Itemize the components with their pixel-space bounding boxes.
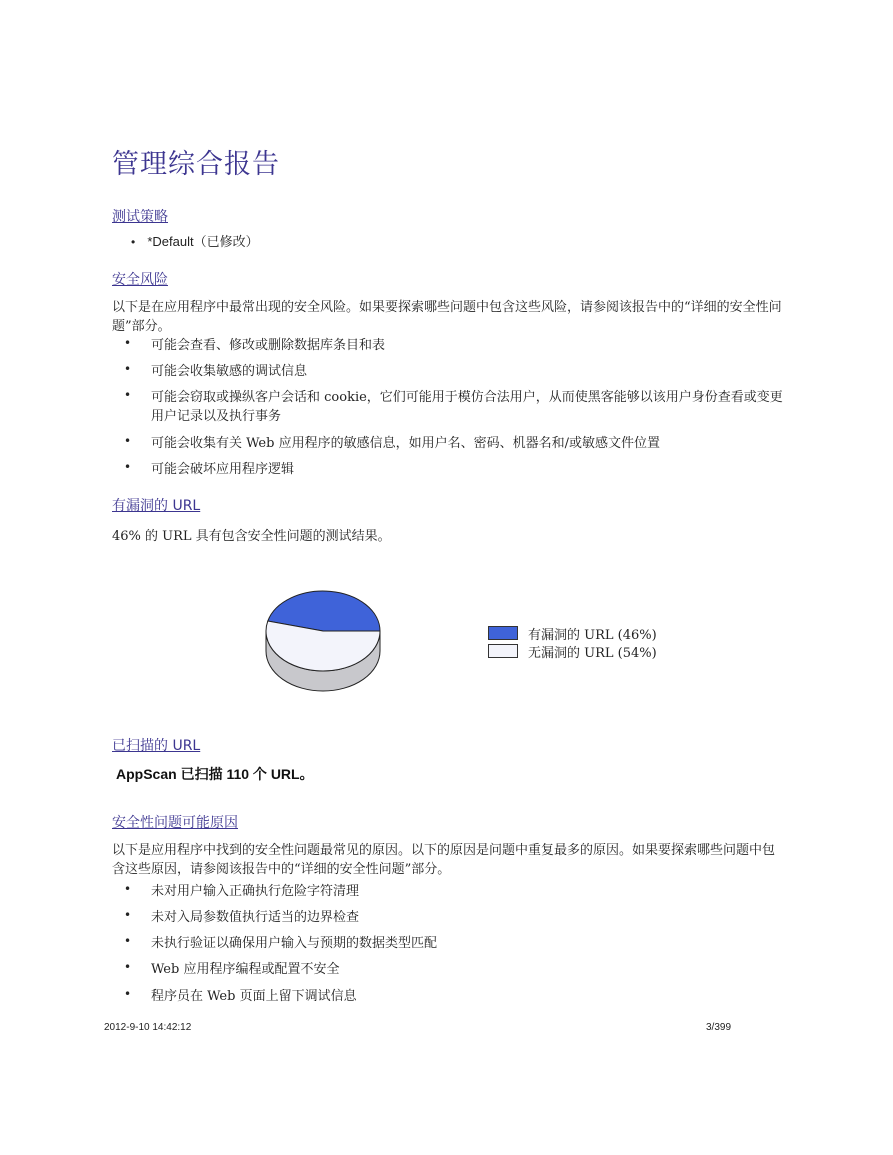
list-item [0,987,893,1007]
list-item [131,232,631,252]
section-heading-security-risks[interactable]: 安全风险 [112,272,168,288]
bullet-icon: • [124,336,132,350]
bullet-icon: • [124,987,132,1001]
risk-item: 可能会破坏应用程序逻辑 [151,462,295,477]
risk-item: 可能会收集敏感的调试信息 [151,364,308,379]
list-item [0,460,893,480]
legend-label-not-vulnerable: 无漏洞的 URL (54%) [528,646,657,661]
legend-swatch-not-vulnerable [488,644,518,658]
cause-item: 程序员在 Web 页面上留下调试信息 [151,989,357,1004]
page-title: 管理综合报告 [112,149,280,180]
section-heading-causes[interactable]: 安全性问题可能原因 [112,815,238,831]
bullet-icon: • [124,882,132,896]
cause-item: Web 应用程序编程或配置不安全 [151,962,340,977]
cause-item: 未对用户输入正确执行危险字符清理 [151,884,360,899]
vulnerable-urls-summary: 46% 的 URL 具有包含安全性问题的测试结果。 [112,529,391,544]
section-heading-test-policy[interactable]: 测试策略 [112,209,168,225]
scanned-urls-summary: AppScan 已扫描 110 个 URL。 [116,766,314,782]
list-item [0,960,893,980]
policy-item: *Default（已修改） [147,234,259,249]
vulnerable-url-pie-chart [255,585,395,700]
bullet-icon: • [124,934,132,948]
list-item [0,934,893,954]
chart-legend [486,624,736,664]
footer-page-number: 3/399 [706,1022,732,1033]
security-risks-intro: 以下是在应用程序中最常出现的安全风险。如果要探索哪些问题中包含这些风险，请参阅该报告中的“详细的安全性问题”部分。 [112,300,782,334]
cause-item: 未对入局参数值执行适当的边界检查 [151,910,360,925]
cause-item: 未执行验证以确保用户输入与预期的数据类型匹配 [151,936,438,951]
section-heading-vulnerable-urls[interactable]: 有漏洞的 URL [112,498,201,514]
bullet-icon: • [124,434,132,448]
risk-item: 可能会窃取或操纵客户会话和 cookie，它们可能用于模仿合法用户，从而使黑客能够以该用户身份查看或变更用户记录以及执行事务 [151,390,783,424]
list-item [0,434,893,454]
list-item [0,336,893,356]
legend-label-vulnerable: 有漏洞的 URL (46%) [528,628,657,643]
risk-item: 可能会收集有关 Web 应用程序的敏感信息，如用户名、密码、机器名和/或敏感文件位置 [151,436,660,451]
bullet-icon: • [124,908,132,922]
causes-intro: 以下是应用程序中找到的安全性问题最常见的原因。以下的原因是问题中重复最多的原因。如果要探索哪些问题中包含这些原因，请参阅该报告中的“详细的安全性问题”部分。 [112,843,776,877]
section-heading-scanned-urls[interactable]: 已扫描的 URL [112,738,201,754]
bullet-icon: • [124,460,132,474]
bullet-icon: • [124,362,132,376]
list-item [0,908,893,928]
risk-item: 可能会查看、修改或删除数据库条目和表 [151,338,386,353]
footer-timestamp: 2012-9-10 14:42:12 [104,1022,192,1033]
list-item [0,882,893,902]
bullet-icon: • [124,960,132,974]
list-item [0,362,893,382]
bullet-icon: • [131,235,136,249]
list-item [0,388,893,428]
bullet-icon: • [124,388,132,402]
legend-swatch-vulnerable [488,626,518,640]
